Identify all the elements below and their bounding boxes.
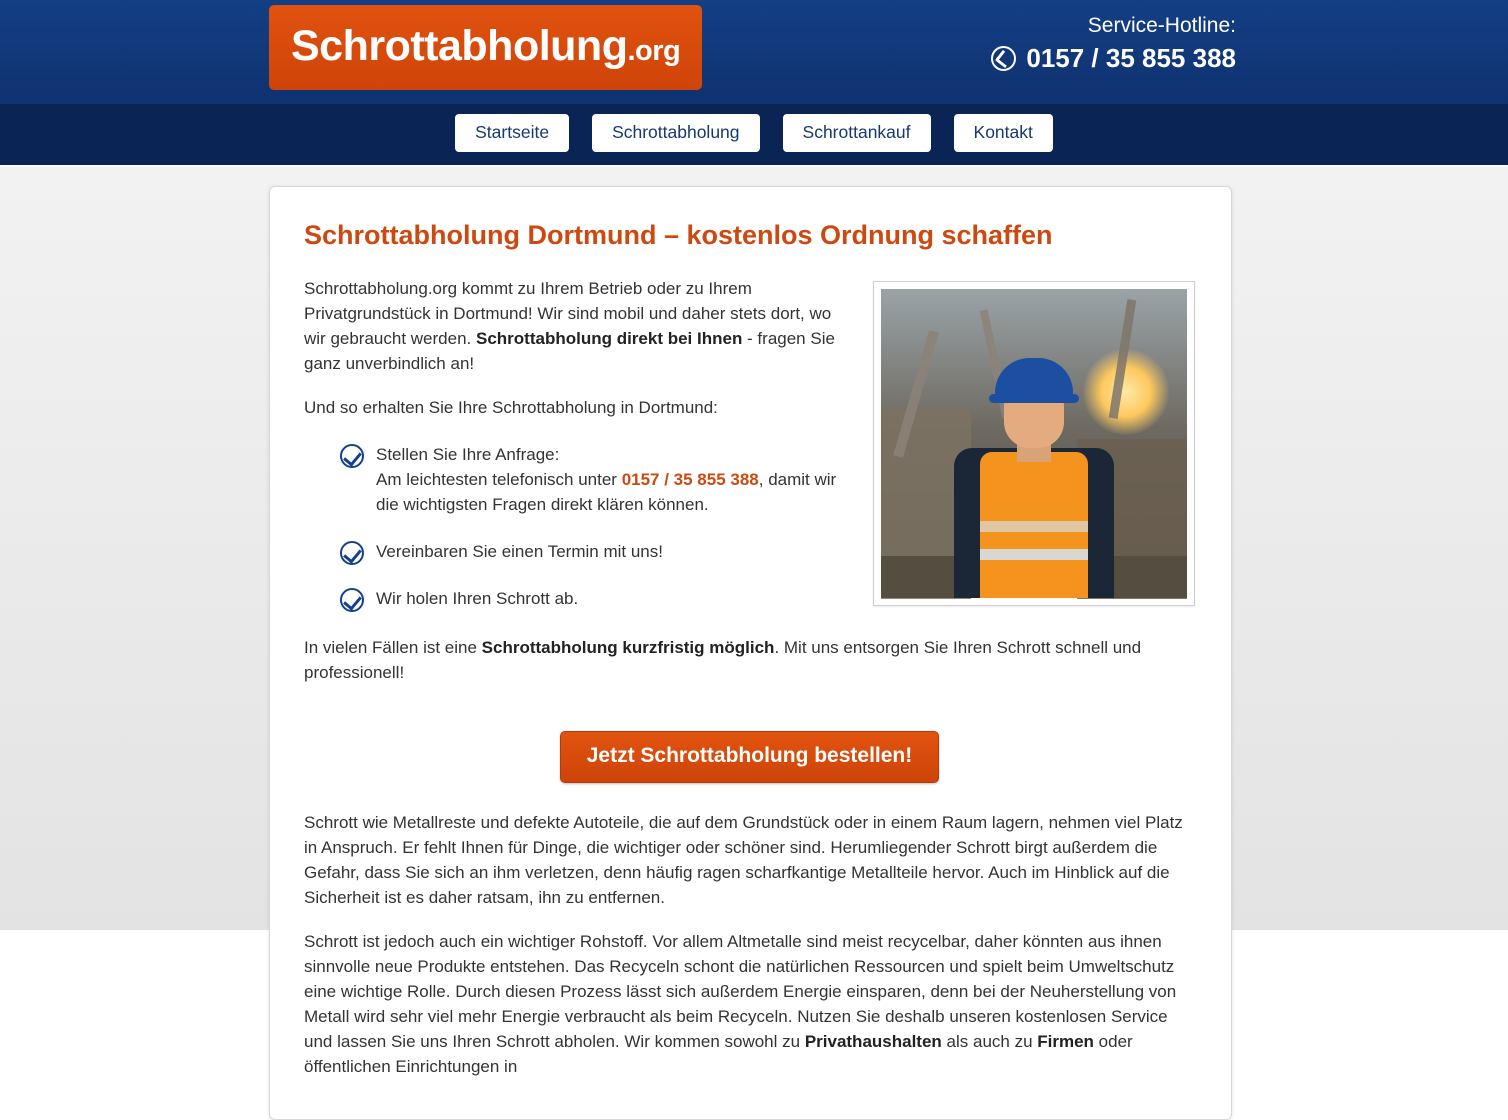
step-1-line2-pre: Am leichtesten telefonisch unter	[376, 470, 622, 490]
step-3-line1: Wir holen Ihren Schrott ab.	[376, 589, 579, 609]
paragraph-2-mid: als auch zu	[941, 1032, 1038, 1052]
paragraph-1: Schrott wie Metallreste und defekte Autoteile, die auf dem Grundstück oder in einem Raum lagern, nehmen viel Platz in Anspruch. Er fehlt Ihnen für Dinge, die wichtiger oder schöner sind. Herumliegender Schrott birgt außerdem die Gefahr, dass Sie sich an ihm verletzen, denn häufig ragen scharfkantige Metallteile hervor. Auch im Hinblick auf die Sicherheit ist es daher ratsam, ihn zu entfernen.	[304, 813, 1183, 908]
nav-item-kontakt[interactable]: Kontakt	[954, 114, 1053, 152]
logo-main: Schrottabholung	[291, 22, 628, 70]
list-item	[340, 587, 1195, 612]
paragraph-2	[304, 930, 1195, 1080]
step-2-line1: Vereinbaren Sie einen Termin mit uns!	[376, 542, 663, 562]
main-navigation	[0, 104, 1508, 165]
intro-section	[304, 277, 1195, 705]
service-hotline	[991, 12, 1236, 74]
content-card	[269, 186, 1232, 1120]
hotline-label: Service-Hotline:	[1087, 14, 1236, 37]
paragraph-2-pre: Schrott ist jedoch auch ein wichtiger Rohstoff. Vor allem Altmetalle sind meist recycelbar, daher könnten aus ihnen sinnvolle neue Produkte entstehen. Das Recyceln schont die natürlichen Ressourcen und spielt beim Umweltschutz eine wichtige Rolle. Durch diesen Prozess lässt sich außerdem Energie einsparen, denn bei der Neuherstellung von Metall wird sehr viel mehr Energie verbraucht als beim Recyceln. Nutzen Sie deshalb unseren kostenlosen Service und lassen Sie uns Ihren Schrott abholen. Wir kommen sowohl zu	[304, 932, 1177, 1052]
paragraph-2-bold2: Firmen	[1037, 1032, 1094, 1052]
intro-bold: Schrottabholung direkt bei Ihnen	[475, 329, 743, 349]
logo-tld: .org	[627, 35, 681, 67]
intro-part2: - fragen Sie ganz unverbindlich an!	[304, 329, 835, 374]
check-circle-icon	[340, 541, 364, 565]
order-scrap-pickup-button[interactable]: Jetzt Schrottabholung bestellen!	[560, 731, 940, 783]
paragraph-2-post: oder öffentlichen Einrichtungen in	[304, 1032, 1133, 1077]
nav-item-schrottabholung[interactable]: Schrottabholung	[592, 114, 759, 152]
worker-helmet	[995, 358, 1073, 398]
logo-text	[291, 22, 681, 70]
check-circle-icon	[340, 444, 364, 468]
after-list-post: . Mit uns entsorgen Sie Ihren Schrott schnell und professionell!	[304, 638, 1142, 683]
intro-part1: Schrottabholung.org kommt zu Ihrem Betrieb oder zu Ihrem Privatgrundstück in Dortmund! Wir sind mobil und daher stets dort, wo wir gebraucht werden.	[304, 279, 832, 349]
lead-in-paragraph: Und so erhalten Sie Ihre Schrottabholung in Dortmund:	[304, 398, 718, 418]
nav-item-schrottankauf[interactable]: Schrottankauf	[783, 114, 931, 152]
phone-circle-icon	[991, 46, 1016, 71]
cta-section	[304, 731, 1195, 783]
hotline-number-row	[991, 43, 1236, 74]
paragraph-2-bold1: Privathaushalten	[804, 1032, 942, 1052]
list-item	[340, 443, 1195, 518]
after-list-pre: In vielen Fällen ist eine	[304, 638, 482, 658]
step-1-line1: Stellen Sie Ihre Anfrage:	[376, 445, 560, 465]
after-list-bold: Schrottabholung kurzfristig möglich	[481, 638, 775, 658]
hotline-number[interactable]: 0157 / 35 855 388	[1026, 43, 1236, 74]
check-circle-icon	[340, 588, 364, 612]
page-background	[0, 165, 1508, 1077]
step-1-line2-post: , damit wir die wichtigsten Fragen direkt klären können.	[376, 470, 837, 515]
list-item	[340, 540, 1195, 565]
step-1-phone[interactable]: 0157 / 35 855 388	[621, 470, 759, 490]
nav-item-startseite[interactable]: Startseite	[455, 114, 569, 152]
page-title: Schrottabholung Dortmund – kostenlos Ordnung schaffen	[304, 220, 1053, 250]
after-list-paragraph	[304, 636, 1195, 686]
site-logo[interactable]	[269, 5, 702, 90]
site-header	[0, 0, 1508, 104]
